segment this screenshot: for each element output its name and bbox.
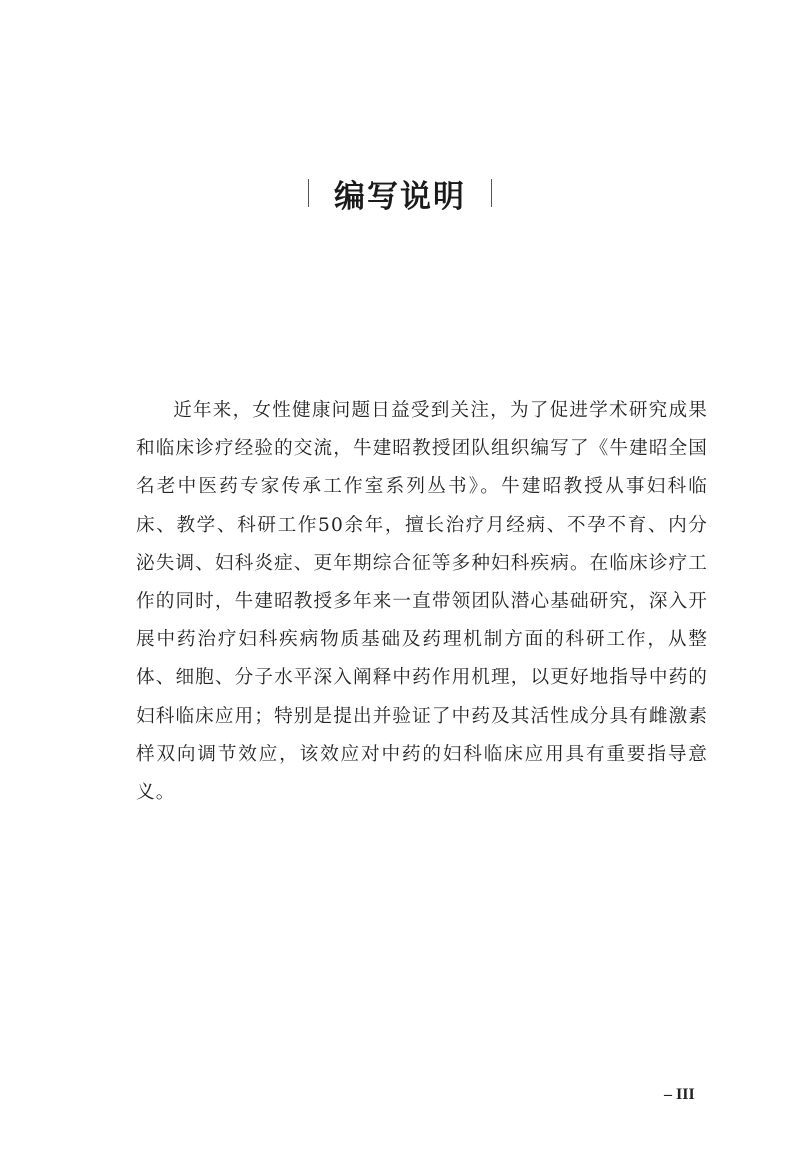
body-text [136, 392, 708, 812]
title-left-rule [308, 179, 309, 207]
page-title-block [0, 168, 800, 218]
page-title: 编写说明 [334, 178, 466, 215]
body-paragraph: 近年来，女性健康问题日益受到关注，为了促进学术研究成果和临床诊疗经验的交流，牛建昭教授团队组织编写了《牛建昭全国名老中医药专家传承工作室系列丛书》。牛建昭教授从事妇科临床、教学、科研工作50余年，擅长治疗月经病、不孕不育、内分泌失调、妇科炎症、更年期综合征等多种妇科疾病。在临床诊疗工作的同时，牛建昭教授多年来一直带领团队潜心基础研究，深入开展中药治疗妇科疾病物质基础及药理机制方面的科研工作，从整体、细胞、分子水平深入阐释中药作用机理，以更好地指导中药的妇科临床应用；特别是提出并验证了中药及其活性成分具有雌激素样双向调节效应，该效应对中药的妇科临床应用具有重要指导意义。 [136, 400, 708, 804]
page-number: – III [664, 1086, 695, 1103]
title-right-rule [491, 179, 492, 207]
